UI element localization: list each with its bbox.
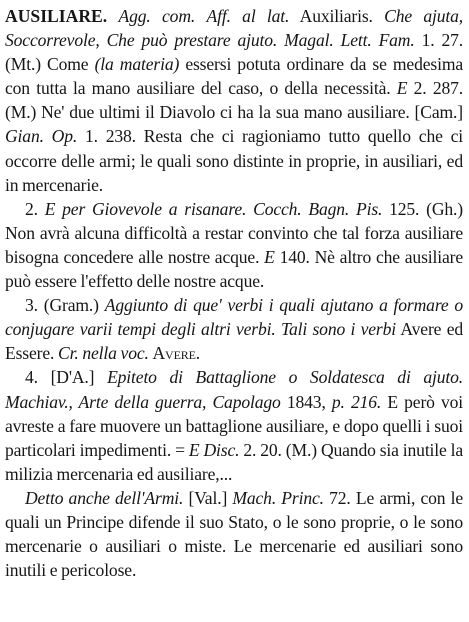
quote-text: Ne' due ultimi il Diavolo ci ha la sua mano ausiliare. bbox=[41, 102, 410, 123]
citation-ref: 125. bbox=[389, 198, 420, 219]
etymology: Aff. al lat. bbox=[206, 6, 290, 26]
cross-reference: Avere. bbox=[152, 343, 201, 364]
quote-text: E però voi avreste a fare muovere un battaglione ausiliare, e dopo quelli i suoi particolari impedimenti. bbox=[5, 391, 464, 460]
definition: Detto anche dell'Armi. bbox=[25, 487, 184, 508]
citation-source: E bbox=[396, 78, 408, 99]
conjunction: ed bbox=[446, 319, 464, 340]
citation-source: Machiav., Arte della guerra, Capolago bbox=[5, 391, 281, 412]
citation-source: Mach. Princ. bbox=[232, 487, 324, 508]
quote-text: Le armi, con le quali un Principe difende il suo Stato, o le sono proprie, o le sono mercenarie o ausiliari o miste. Le mercenarie ed ausiliari sono inutili e pericolose. bbox=[5, 487, 464, 581]
citation-ref: 2. 20. bbox=[243, 439, 282, 460]
sense-number: 3. bbox=[25, 295, 38, 316]
entry-ausiliare bbox=[5, 4, 463, 197]
definition: E per Giovevole a risanare. bbox=[44, 198, 247, 219]
quote-text: Quando sia inutile la milizia mercenaria ed ausiliare,... bbox=[5, 439, 464, 484]
editor-mark: (Mt.) bbox=[5, 54, 41, 75]
editor-mark: (Gh.) bbox=[426, 198, 464, 219]
sense-4 bbox=[5, 365, 463, 485]
quote-text: Resta che ci ragioniamo tutto quello che ci occorre delle armi; le quali sono distinte in proprie, in ausiliari, ed in mercenarie. bbox=[5, 126, 464, 195]
sense-2 bbox=[5, 197, 463, 293]
editor-mark: [Cam.] bbox=[414, 102, 463, 123]
quote-text: Non avrà alcuna difficoltà a restar convinto che tal forza ausiliare bisogna concedere alle nostre acque. bbox=[5, 222, 463, 267]
citation-source: E bbox=[264, 246, 275, 267]
quote-gloss: (la materia) bbox=[94, 54, 180, 75]
example-word: Essere. bbox=[5, 343, 55, 364]
domain-label: (Gram.) bbox=[43, 295, 99, 316]
definition: Aggiunto di que' verbi i quali ajutano a formare o conjugare varii tempi degli altri verbi. Tali sono i verbi bbox=[5, 295, 464, 340]
citation-source: E Disc. bbox=[188, 439, 240, 460]
sense-3 bbox=[5, 293, 463, 365]
quote-text: Nè altro che ausiliare può essere l'effetto delle nostre acque. bbox=[5, 246, 464, 292]
editor-mark: [Val.] bbox=[188, 487, 228, 508]
citation-source: Magal. Lett. Fam. bbox=[284, 30, 415, 51]
equals-sign: = bbox=[175, 439, 185, 460]
citation-source: Cr. nella voc. bbox=[58, 343, 149, 364]
citation-ref: 140. bbox=[279, 246, 310, 267]
quote-text: Come bbox=[47, 54, 89, 75]
quote-text: essersi potuta ordinare da se medesima con tutta la mano ausiliare del caso, o della necessità. bbox=[5, 54, 464, 99]
grammar-label: Agg. com. bbox=[118, 6, 196, 26]
sense-number: 2. bbox=[25, 198, 38, 219]
headword: AUSILIARE. bbox=[5, 6, 108, 26]
sense-number: 4. bbox=[25, 367, 38, 388]
citation-source: Cocch. Bagn. Pis. bbox=[253, 198, 383, 219]
editor-mark: [D'A.] bbox=[50, 367, 95, 388]
citation-ref: 72. bbox=[329, 487, 351, 508]
definition: Epiteto di Battaglione o Soldatesca di ajuto. bbox=[107, 367, 464, 388]
citation-ref: 1. 27. bbox=[421, 30, 464, 51]
citation-year: 1843, bbox=[286, 391, 326, 412]
sense-5 bbox=[5, 486, 463, 582]
definition: Che ajuta, Soccorrevole, Che può prestare ajuto. bbox=[5, 6, 464, 51]
editor-mark: (M.) bbox=[5, 102, 37, 123]
citation-ref: 2. 287. bbox=[413, 78, 464, 99]
example-word: Avere bbox=[400, 319, 442, 340]
citation-page: p. 216. bbox=[331, 391, 382, 412]
citation-ref: 1. 238. bbox=[85, 126, 136, 147]
citation-source: Gian. Op. bbox=[5, 126, 78, 147]
editor-mark: (M.) bbox=[285, 439, 317, 460]
latin-form: Auxiliaris. bbox=[299, 6, 373, 26]
